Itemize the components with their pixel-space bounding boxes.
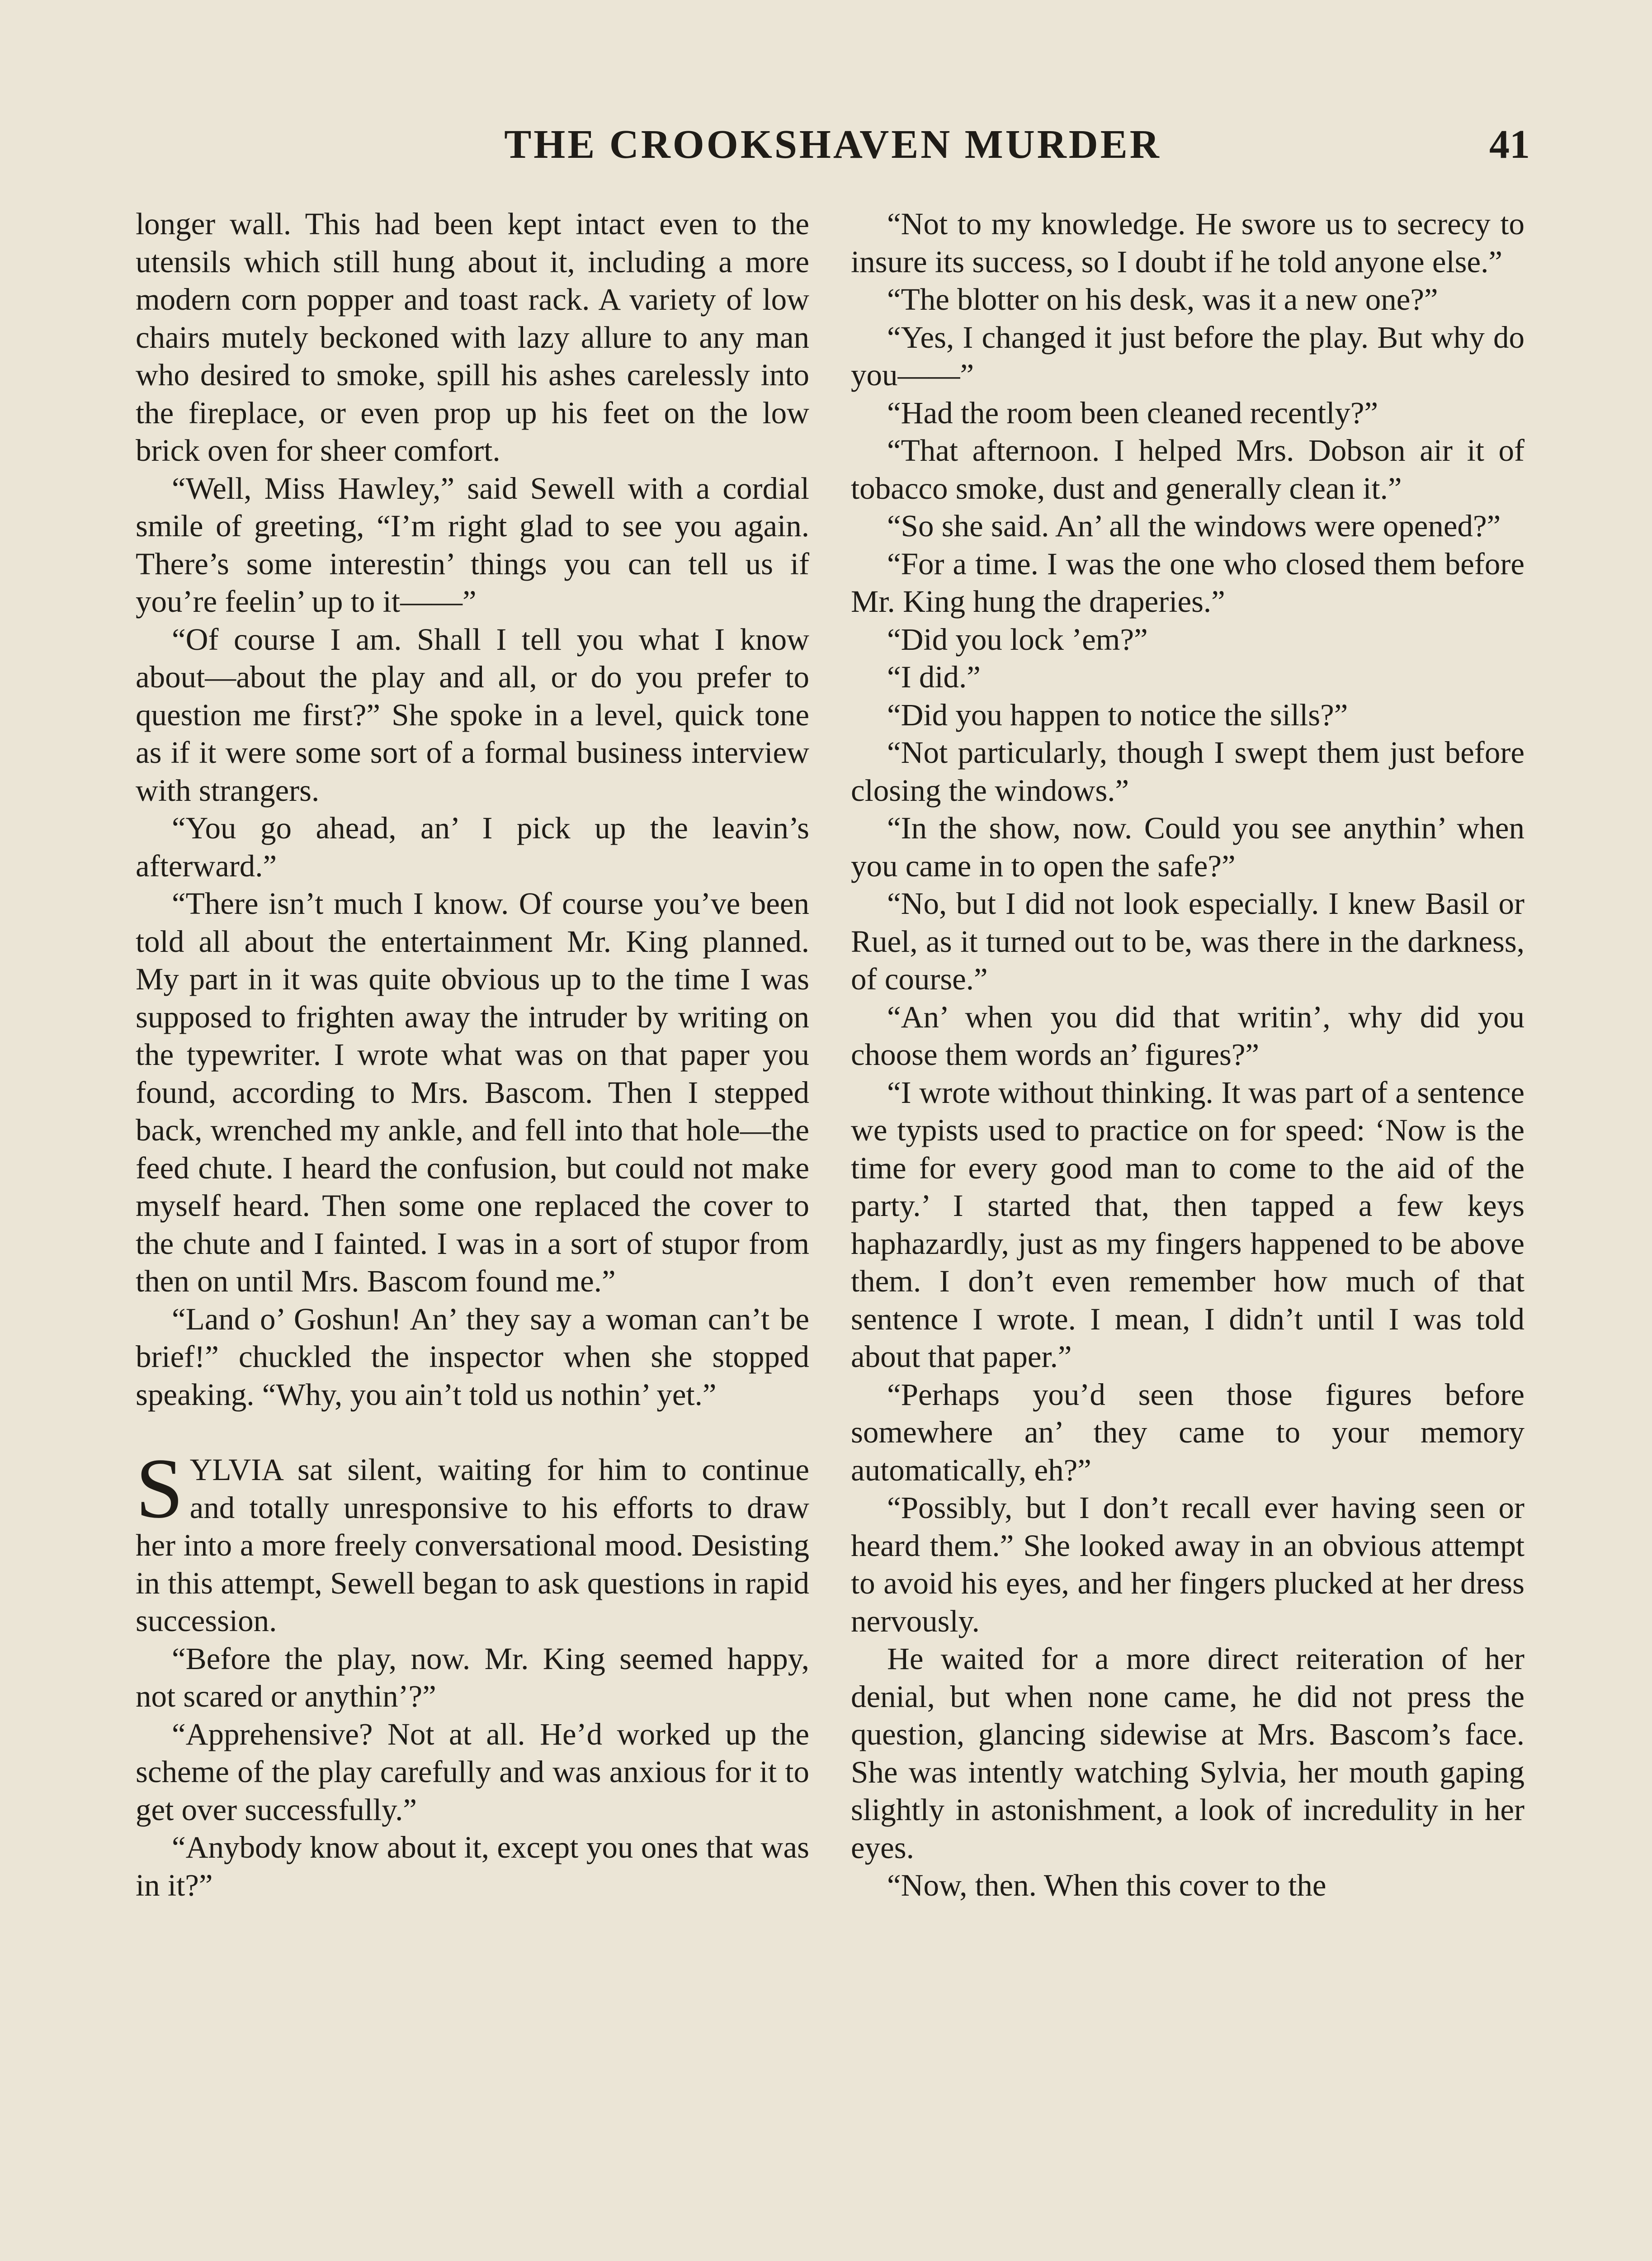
paragraph: “Of course I am. Shall I tell you what I know about—about the play and all, or do you prefer to question me first?” She spoke in a level, quick tone as if it were some sort of a formal business interview with strangers. xyxy=(136,622,809,808)
paragraph: “Did you lock ’em?” xyxy=(887,622,1148,657)
paragraph: “Yes, I changed it just before the play. But why do you——” xyxy=(851,320,1525,392)
paragraph: “In the show, now. Could you see anythin’ when you came in to open the safe?” xyxy=(851,811,1525,883)
paragraph: “Well, Miss Hawley,” said Sewell with a cordial smile of greeting, “I’m right glad to see you again. There’s some interestin’ things you can tell us if you’re feelin’ up to it——” xyxy=(136,471,809,619)
paragraph: “No, but I did not look especially. I knew Basil or Ruel, as it turned out to be, was there in the darkness, of course.” xyxy=(851,886,1525,996)
paragraph: “Now, then. When this cover to the xyxy=(887,1868,1326,1902)
left-column xyxy=(136,205,809,1904)
paragraph: “Before the play, now. Mr. King seemed happy, not scared or anythin’?” xyxy=(136,1641,809,1713)
paragraph: “Anybody know about it, except you ones that was in it?” xyxy=(136,1830,809,1902)
paragraph: “Not particularly, though I swept them just before closing the windows.” xyxy=(851,735,1525,808)
paragraph: “An’ when you did that writin’, why did you choose them words an’ figures?” xyxy=(851,999,1525,1072)
running-title: THE CROOKSHAVEN MURDER xyxy=(504,122,1161,167)
paragraph: “Not to my knowledge. He swore us to secrecy to insure its success, so I doubt if he told anyone else.” xyxy=(851,207,1525,279)
paragraph: “Had the room been cleaned recently?” xyxy=(887,395,1378,430)
paragraph: “I wrote without thinking. It was part of a sentence we typists used to practice on for speed: ‘Now is the time for every good man to come to the aid of the party.’ I started that, then tapped a few keys haphazardly, just as my fingers happened to be above them. I don’t even remember how much of that sentence I wrote. I mean, I didn’t until I was told about that paper.” xyxy=(851,1075,1525,1374)
paragraph: “Perhaps you’d seen those figures before somewhere an’ they came to your memory automatically, eh?” xyxy=(851,1377,1525,1487)
paragraph: “You go ahead, an’ I pick up the leavin’s afterward.” xyxy=(136,811,809,883)
paragraph: “For a time. I was the one who closed them before Mr. King hung the draperies.” xyxy=(851,546,1525,619)
paragraph: “I did.” xyxy=(887,660,981,694)
paragraph: “There isn’t much I know. Of course you’ve been told all about the entertainment Mr. King planned. My part in it was quite obvious up to the time I was supposed to frighten away the intruder by writing on the typewriter. I wrote what was on that paper you found, according to Mrs. Bascom. Then I stepped back, wrenched my ankle, and fell into that hole—the feed chute. I heard the confusion, but could not make myself heard. Then some one replaced the cover to the chute and I fainted. I was in a sort of stupor from then on until Mrs. Bascom found me.” xyxy=(136,886,809,1298)
paragraph: “Possibly, but I don’t recall ever having seen or heard them.” She looked away in an obvious attempt to avoid his eyes, and her fingers plucked at her dress nervously. xyxy=(851,1490,1525,1638)
paragraph: He waited for a more direct reiteration of her denial, but when none came, he did not press the question, glancing sidewise at Mrs. Bascom’s face. She was intently watching Sylvia, her mouth gaping slightly in astonishment, a look of incredulity in her eyes. xyxy=(851,1641,1525,1865)
paragraph: longer wall. This had been kept intact even to the utensils which still hung about it, including a more modern corn popper and toast rack. A variety of low chairs mutely beckoned with lazy allure to any man who desired to smoke, spill his ashes carelessly into the fireplace, or even prop up his feet on the low brick oven for sheer comfort. xyxy=(136,207,809,468)
page-number: 41 xyxy=(1489,122,1530,167)
paragraph: “Apprehensive? Not at all. He’d worked up the scheme of the play carefully and was anxious for it to get over successfully.” xyxy=(136,1717,809,1827)
paragraph: “Did you happen to notice the sills?” xyxy=(887,697,1348,732)
paragraph: “Land o’ Goshun! An’ they say a woman can’t be brief!” chuckled the inspector when she stopped speaking. “Why, you ain’t told us nothin’ yet.” xyxy=(136,1301,809,1412)
page-header xyxy=(136,112,1530,184)
section-opening-paragraph xyxy=(136,1441,809,1640)
drop-cap: S xyxy=(136,1441,184,1536)
section-opening-text: YLVIA sat silent, waiting for him to continue and totally unresponsive to his efforts to draw her into a more freely conversational mood. Desisting in this attempt, Sewell began to ask questions in rapid succession. xyxy=(136,1452,809,1638)
paragraph: “That afternoon. I helped Mrs. Dobson air it of tobacco smoke, dust and generally clean it.” xyxy=(851,433,1525,506)
right-column xyxy=(851,205,1525,1905)
paragraph: “The blotter on his desk, was it a new one?” xyxy=(887,282,1438,317)
paragraph: “So she said. An’ all the windows were opened?” xyxy=(887,509,1501,543)
